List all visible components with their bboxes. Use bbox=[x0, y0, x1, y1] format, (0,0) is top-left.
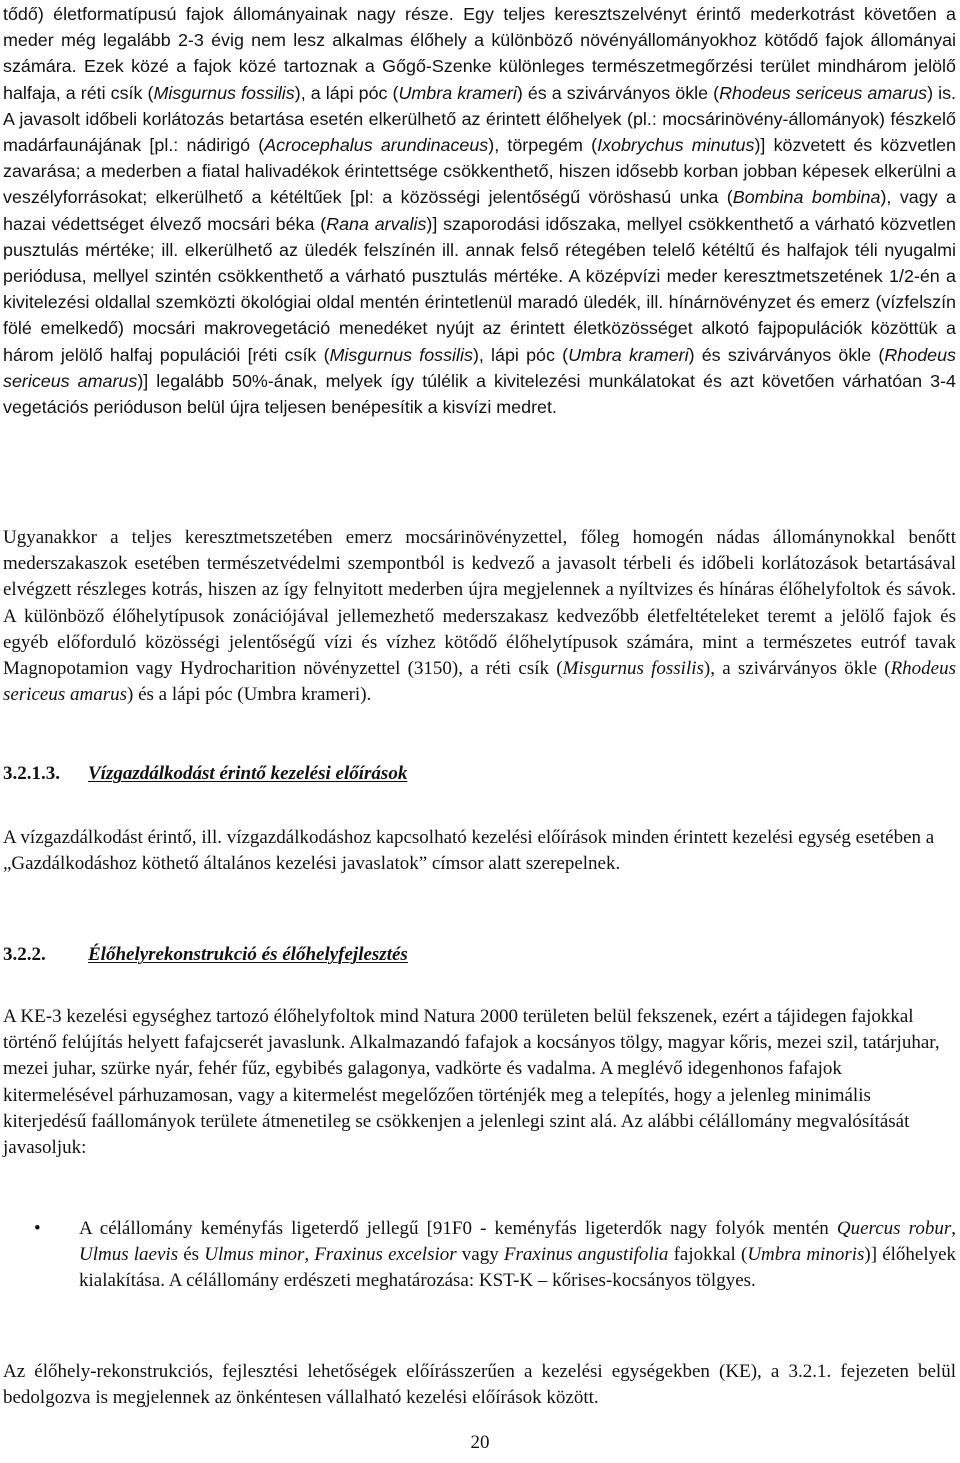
section-number: 3.2.2. bbox=[3, 944, 46, 965]
italic-species-name: Rana arvalis bbox=[326, 213, 427, 234]
italic-species-name: Rhodeus sericeus amarus bbox=[3, 658, 957, 706]
italic-species-name: Acrocephalus arundinaceus bbox=[264, 135, 489, 156]
text-run: ) is. A javasolt időbeli korlátozás betartása esetén elkerülhető az érintett élőhelyek (pl.: mocsárinövény-állományok) fészkelő madárfaunájának [pl.: nádirigó ( bbox=[3, 82, 956, 156]
section-title: Vízgazdálkodást érintő kezelési előírások bbox=[88, 763, 408, 784]
section-number: 3.2.1.3. bbox=[3, 763, 60, 784]
text-run: ), a szivárványos ökle ( bbox=[703, 658, 891, 680]
text-run: ), törpegém ( bbox=[488, 135, 598, 156]
section-title: Élőhelyrekonstrukció és élőhelyfejlesztés bbox=[88, 944, 408, 965]
text-run: Ugyanakkor a teljes keresztmetszetében emerz mocsárinövényzettel, főleg homogén nádas állománynokkal benőtt mederszakaszok esetében természetvédelmi szempontból is kedvező a javasolt térbeli és időbeli korlátozások betartásával elvégzett részleges kotrás, hiszen az így felnyitott mederben újra megjelennek a nyíltvizes és hínáras élőhelyfoltok és sávok. A különböző élőhelytípusok zonációjával jellemezhető mederszakasz kedvezőbb életfeltételeket teremt a jelölő fajok és egyéb előforduló közösségi jelentőségű vízi és vízhez kötődő élőhelytípusok számára, mint a természetes eutróf tavak Magnopotamion vagy Hydrocharition növényzettel (3150), a réti csík ( bbox=[3, 527, 956, 680]
italic-species-name: Umbra krameri bbox=[568, 344, 689, 365]
italic-species-name: Rhodeus sericeus amarus bbox=[719, 82, 928, 103]
text-run: tődő) életformatípusú fajok állományainak nagy része. Egy teljes keresztszelvényt érintő mederkotrást követően a meder még legalább 2-3 évig nem lesz alkalmas élőhely a különböző növényállományokhoz kötődő fajok állományai számára. Ezek közé a fajok közé tartoznak a Gőgő-Szenke különleges természetmegőrzési terület mindhárom jelölő halfaja, a réti csík ( bbox=[3, 4, 956, 103]
italic-species-name: Ulmus laevis bbox=[79, 1244, 179, 1266]
text-run: ), a lápi póc ( bbox=[294, 82, 399, 103]
section-heading-3-2-1-3 bbox=[3, 761, 407, 787]
paragraph-habitat-reconstruction: A KE-3 kezelési egységhez tartozó élőhelyfoltok mind Natura 2000 területen belül fekszenek, ezért a tájidegen fajokkal történő felújítás helyett fafajcserét javaslunk. Alkalmazandó fafajok a kocsányos tölgy, magyar kőris, mezei szil, tatárjuhar, mezei juhar, szürke nyár, fehér fűz, egybibés galagonya, vadkörte és vadalma. A meglévő idegenhonos fafajok kitermelésével párhuzamosan, vagy a kitermelést megelőzően történjék meg a telepítés, hogy a jelenleg minimális kiterjedésű faállományok területe átmenetileg se csökkenjen a jelenlegi szint alá. Az alábbi célállomány megvalósítását javasoljuk: bbox=[3, 1006, 940, 1159]
italic-species-name: Quercus robur bbox=[836, 1218, 952, 1239]
text-run: )] szaporodási időszaka, mellyel csökkenthető a várható közvetlen pusztulás mértéke; ill. elkerülhető az üledék felszínén ill. annak felső rétegében telelő kétéltű és halfajok téli nyugalmi periódusa, mellyel szintén csökkenthető a várható pusztulás mértéke. A középvízi meder keresztmetszetének 1/2-én a kivitelezési oldallal szemközti ökológiai oldal mentén érintetlenül maradó üledék, ill. hínárnövényzet és emerz (vízfelszín fölé emelkedő) mocsári makrovegetáció menedéket nyújt az érintett életközösséget alkotó fajpopulációk közöttük a három jelölő halfaj populációi [réti csík ( bbox=[3, 213, 956, 365]
text-run: vagy bbox=[456, 1244, 504, 1266]
text-run: ) és szivárványos ökle ( bbox=[688, 344, 885, 365]
text-run: ), lápi póc ( bbox=[472, 344, 569, 365]
section-heading-3-2-2 bbox=[3, 942, 408, 968]
paragraph-closing: Az élőhely-rekonstrukciós, fejlesztési lehetőségek előírásszerűen a kezelési egységekben (KE), a 3.2.1. fejezeten belül bedolgozva is megjelennek az önkéntesen vállalható kezelési előírások között. bbox=[3, 1361, 956, 1409]
text-run: , bbox=[304, 1244, 315, 1266]
italic-species-name: Fraxinus angustifolia bbox=[503, 1244, 669, 1266]
text-run: fajokkal ( bbox=[668, 1244, 748, 1266]
italic-species-name: Bombina bombina bbox=[732, 187, 881, 208]
italic-species-name: Rhodeus sericeus amarus bbox=[3, 344, 956, 391]
italic-species-name: Misgurnus fossilis bbox=[153, 82, 295, 103]
text-run: ), vagy a hazai védettséget élvező mocsári béka ( bbox=[3, 187, 956, 234]
text-run: és bbox=[178, 1244, 205, 1266]
italic-species-name: Fraxinus excelsior bbox=[314, 1244, 457, 1266]
text-run: , bbox=[951, 1218, 956, 1239]
text-run: ) és a lápi póc (Umbra krameri). bbox=[127, 684, 372, 706]
text-run: )] élőhelyek kialakítása. A célállomány erdészeti meghatározása: KST-K – kőrises-kocsányos tölgyes. bbox=[79, 1244, 957, 1292]
text-run: A célállomány keményfás ligeterdő jellegű [91F0 - keményfás ligeterdők nagy folyók mentén bbox=[79, 1218, 837, 1239]
page-number: 20 bbox=[470, 1432, 490, 1453]
paragraph-water-management: A vízgazdálkodást érintő, ill. vízgazdálkodáshoz kapcsolható kezelési előírások minden érintett kezelési egység esetében a „Gazdálkodáshoz köthető általános kezelési javaslatok” címsor alatt szerepelnek. bbox=[3, 827, 935, 875]
bullet-text bbox=[79, 1216, 956, 1295]
italic-species-name: Ixobrychus minutus bbox=[597, 135, 755, 156]
italic-species-name: Ulmus minor bbox=[204, 1244, 305, 1266]
paragraph-partial-dredging bbox=[3, 525, 956, 708]
bullet-icon: • bbox=[34, 1218, 41, 1239]
text-run: )] közvetett és közvetlen zavarása; a mederben a fiatal halivadékok érintettsége csökkenthető, hiszen idősebb korban jobban képesek elkerülni a veszélyforrásokat; elkerülhető a kétéltűek [pl: a közösségi jelentőségű vöröshasú unka ( bbox=[3, 135, 956, 208]
italic-species-name: Misgurnus fossilis bbox=[562, 658, 704, 680]
italic-species-name: Misgurnus fossilis bbox=[329, 344, 473, 365]
text-run: ) és a szivárványos ökle ( bbox=[516, 82, 720, 103]
italic-species-name: Umbra krameri bbox=[398, 82, 517, 103]
paragraph-ecology-dredging bbox=[3, 1, 956, 420]
italic-species-name: Umbra minoris bbox=[747, 1244, 865, 1266]
text-run: )] legalább 50%-ának, melyek így túlélik a kivitelezési munkálatokat és azt követően várhatóan 3-4 vegetációs perióduson belül újra teljesen benépesítik a kisvízi medret. bbox=[3, 370, 956, 418]
